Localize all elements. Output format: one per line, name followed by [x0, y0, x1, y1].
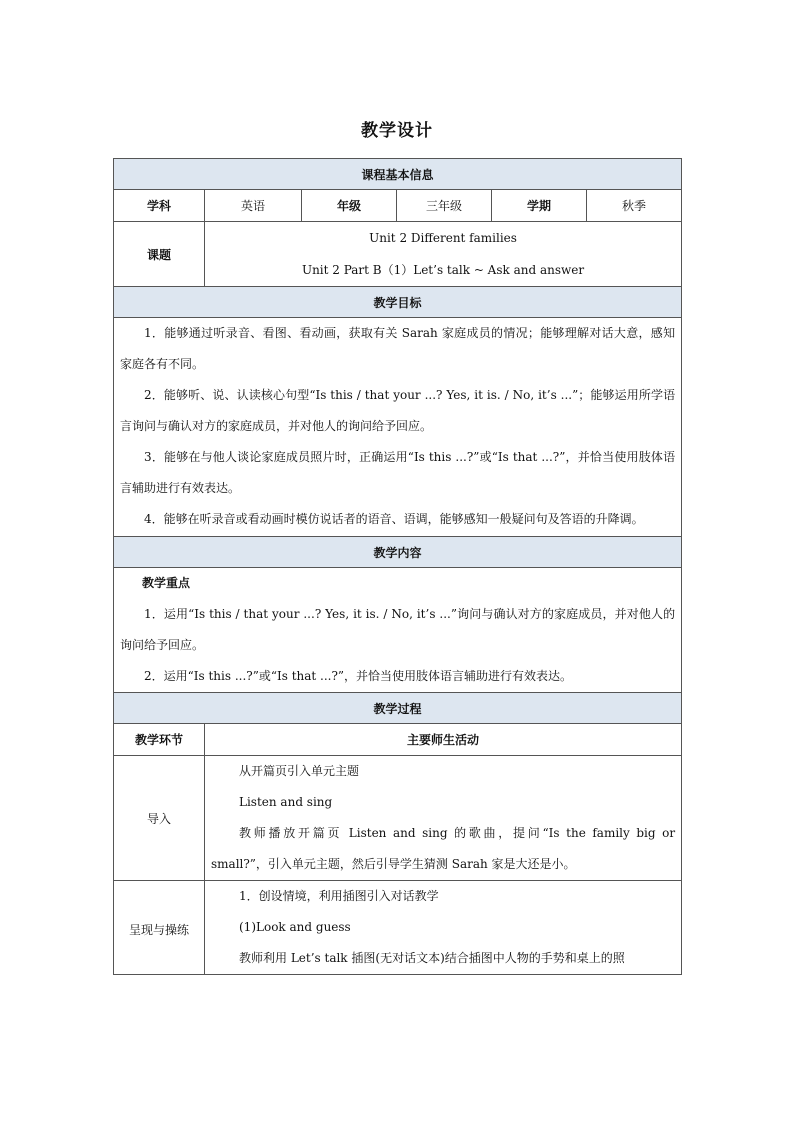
term-label: 学期 — [492, 190, 587, 222]
objectives-header-row — [114, 287, 682, 318]
content-row — [114, 568, 682, 693]
lesson-plan-table — [113, 158, 682, 975]
stage-activity-line: (1)Look and guess — [239, 920, 351, 934]
stage-name: 导入 — [114, 756, 205, 881]
objectives-header: 教学目标 — [114, 287, 682, 318]
stage-activity — [205, 881, 682, 975]
content-cell — [114, 568, 682, 693]
stage-activity — [205, 756, 682, 881]
objective-item-3: 3．能够在与他人谈论家庭成员照片时，正确运用“Is this ...?”或“Is that ...?”，并恰当使用肢体语言辅助进行有效表达。 — [120, 450, 676, 495]
topic-row — [114, 222, 682, 287]
subject-value: 英语 — [205, 190, 302, 222]
content-item-2: 2．运用“Is this ...?”或“Is that ...?”，并恰当使用肢体语言辅助进行有效表达。 — [144, 669, 573, 683]
stage-activity-paragraph: 教师播放开篇页 Listen and sing 的歌曲，提问“Is the family big or small?”，引入单元主题，然后引导学生猜测 Sarah 家是大还是小。 — [211, 826, 676, 871]
basic-info-header: 课程基本信息 — [114, 159, 682, 190]
basic-info-header-row — [114, 159, 682, 190]
process-stage-row — [114, 881, 682, 975]
objectives-cell — [114, 318, 682, 537]
key-points-label: 教学重点 — [142, 576, 191, 590]
document-title: 教学设计 — [361, 121, 433, 141]
stage-activity-line: Listen and sing — [239, 795, 333, 809]
stage-activity-paragraph: 教师利用 Let’s talk 插图(无对话文本)结合插图中人物的手势和桌上的照 — [239, 951, 625, 965]
content-header: 教学内容 — [114, 537, 682, 568]
process-columns-row — [114, 724, 682, 756]
process-header-row — [114, 693, 682, 724]
objective-item-4: 4．能够在听录音或看动画时模仿说话者的语音、语调，能够感知一般疑问句及答语的升降调。 — [144, 512, 644, 526]
subject-label: 学科 — [114, 190, 205, 222]
topic-value — [205, 222, 682, 287]
topic-line-2: Unit 2 Part B（1）Let’s talk ~ Ask and answer — [301, 263, 585, 277]
objective-item-2: 2．能够听、说、认读核心句型“Is this / that your ...? Yes, it is. / No, it’s ...”；能够运用所学语言询问与确认对方的家庭成员，并对他人的询问给予回应。 — [120, 388, 676, 433]
activity-column-header: 主要师生活动 — [205, 724, 682, 756]
content-header-row — [114, 537, 682, 568]
content-item-1: 1．运用“Is this / that your ...? Yes, it is. / No, it’s ...”询问与确认对方的家庭成员，并对他人的询问给予回应。 — [120, 607, 676, 652]
topic-line-1: Unit 2 Different families — [369, 231, 517, 245]
basic-info-row — [114, 190, 682, 222]
stage-activity-line: 从开篇页引入单元主题 — [239, 764, 360, 778]
process-stage-row — [114, 756, 682, 881]
objective-item-1: 1．能够通过听录音、看图、看动画，获取有关 Sarah 家庭成员的情况；能够理解对话大意，感知家庭各有不同。 — [120, 326, 676, 371]
stage-activity-line: 1．创设情境，利用插图引入对话教学 — [239, 889, 439, 903]
grade-value: 三年级 — [397, 190, 492, 222]
stage-column-header: 教学环节 — [114, 724, 205, 756]
objectives-row — [114, 318, 682, 537]
term-value: 秋季 — [587, 190, 682, 222]
topic-label: 课题 — [114, 222, 205, 287]
grade-label: 年级 — [302, 190, 397, 222]
stage-name: 呈现与操练 — [114, 881, 205, 975]
process-header: 教学过程 — [114, 693, 682, 724]
